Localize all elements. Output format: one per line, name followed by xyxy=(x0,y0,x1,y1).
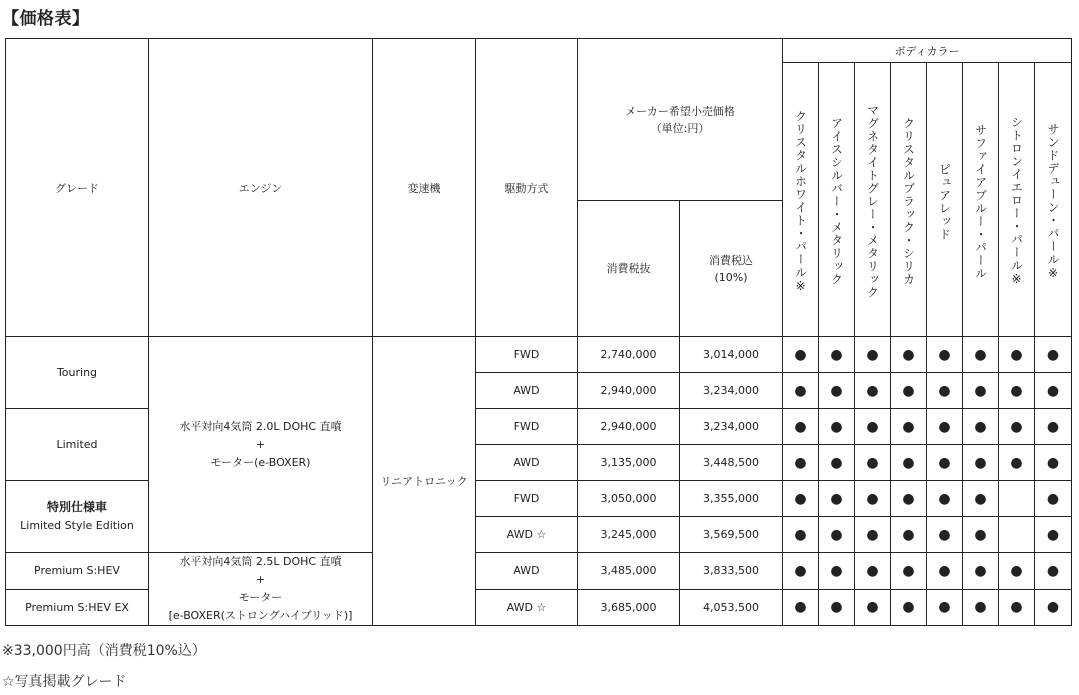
available-dot-icon: ● xyxy=(1046,346,1060,363)
available-dot-icon: ● xyxy=(830,382,843,399)
available-dot-icon: ● xyxy=(830,526,843,543)
color-availability-cell xyxy=(1035,445,1072,481)
available-dot-icon: ● xyxy=(866,599,879,616)
color-availability-cell xyxy=(999,337,1035,373)
color-header-label: マグネタイトグレー・メタリック xyxy=(865,104,880,299)
color-availability-cell xyxy=(1035,409,1072,445)
color-availability-cell xyxy=(1035,337,1072,373)
color-availability-cell xyxy=(999,445,1035,481)
table-row xyxy=(6,337,1072,373)
table-row xyxy=(6,553,1072,590)
available-dot-icon: ● xyxy=(866,454,879,471)
available-dot-icon: ● xyxy=(974,346,987,363)
price-incl-cell: 3,448,500 xyxy=(680,445,783,481)
color-availability-cell xyxy=(891,445,927,481)
available-dot-icon: ● xyxy=(866,490,879,507)
color-availability-cell xyxy=(783,589,819,626)
color-availability-cell xyxy=(999,373,1035,409)
color-availability-cell xyxy=(963,517,999,553)
header-price-incl: 消費税込 (10%) xyxy=(680,201,783,337)
color-header-6 xyxy=(999,63,1035,337)
price-excl-cell: 3,245,000 xyxy=(578,517,680,553)
color-availability-cell xyxy=(963,409,999,445)
available-dot-icon: ● xyxy=(902,418,915,435)
price-incl-cell: 3,234,000 xyxy=(680,409,783,445)
color-availability-cell xyxy=(927,445,963,481)
available-dot-icon: ● xyxy=(830,418,843,435)
price-table xyxy=(5,38,1072,626)
drive-cell: AWD ☆ xyxy=(476,589,578,626)
color-availability-cell xyxy=(999,481,1035,517)
color-availability-cell xyxy=(783,373,819,409)
header-body-color: ボディカラー xyxy=(783,39,1072,63)
available-dot-icon: ● xyxy=(974,382,987,399)
grade-special-title: 特別仕様車 xyxy=(46,500,107,514)
available-dot-icon: ● xyxy=(830,346,843,363)
color-availability-cell xyxy=(855,517,891,553)
transmission-cell: リニアトロニック xyxy=(373,337,476,626)
color-header-5 xyxy=(963,63,999,337)
price-excl-cell: 2,940,000 xyxy=(578,373,680,409)
color-availability-cell xyxy=(963,553,999,590)
color-availability-cell xyxy=(927,337,963,373)
drive-cell: AWD xyxy=(476,373,578,409)
header-grade: グレード xyxy=(6,39,149,337)
grade-premium: Premium S:HEV xyxy=(6,553,149,590)
available-dot-icon: ● xyxy=(938,526,951,543)
note-photo-grade: ☆写真掲載グレード xyxy=(2,674,127,690)
available-dot-icon: ● xyxy=(794,526,807,543)
available-dot-icon: ● xyxy=(902,599,915,616)
available-dot-icon: ● xyxy=(866,418,879,435)
price-excl-cell: 3,485,000 xyxy=(578,553,680,590)
color-availability-cell xyxy=(783,481,819,517)
color-availability-cell xyxy=(819,481,855,517)
price-excl-cell: 2,740,000 xyxy=(578,337,680,373)
color-availability-cell xyxy=(819,445,855,481)
color-availability-cell xyxy=(819,553,855,590)
color-availability-cell xyxy=(1035,373,1072,409)
color-availability-cell xyxy=(1035,517,1072,553)
available-dot-icon: ● xyxy=(902,562,915,579)
color-availability-cell xyxy=(891,589,927,626)
header-price: メーカー希望小売価格 （単位:円） xyxy=(578,39,783,201)
color-header-label: シトロンイエロー・パール※ xyxy=(1009,116,1024,287)
available-dot-icon: ● xyxy=(794,382,807,399)
page-title: 【価格表】 xyxy=(2,9,90,29)
color-availability-cell xyxy=(819,517,855,553)
available-dot-icon: ● xyxy=(1046,382,1060,399)
available-dot-icon: ● xyxy=(974,599,987,616)
price-incl-cell: 3,569,500 xyxy=(680,517,783,553)
color-availability-cell xyxy=(783,517,819,553)
color-header-1 xyxy=(819,63,855,337)
available-dot-icon: ● xyxy=(1046,418,1060,435)
color-header-label: クリスタルホワイト・パール※ xyxy=(793,109,808,294)
available-dot-icon: ● xyxy=(1046,599,1060,616)
drive-cell: AWD ☆ xyxy=(476,517,578,553)
color-availability-cell xyxy=(963,337,999,373)
drive-cell: AWD xyxy=(476,445,578,481)
color-availability-cell xyxy=(891,517,927,553)
color-header-label: ピュアレッド xyxy=(937,162,952,241)
available-dot-icon: ● xyxy=(974,454,987,471)
available-dot-icon: ● xyxy=(830,454,843,471)
color-availability-cell xyxy=(891,337,927,373)
color-availability-cell xyxy=(927,409,963,445)
available-dot-icon: ● xyxy=(902,490,915,507)
color-header-7 xyxy=(1035,63,1072,337)
available-dot-icon: ● xyxy=(1046,562,1060,579)
available-dot-icon: ● xyxy=(902,526,915,543)
available-dot-icon: ● xyxy=(794,490,807,507)
drive-cell: FWD xyxy=(476,337,578,373)
color-availability-cell xyxy=(963,589,999,626)
header-engine: エンジン xyxy=(149,39,373,337)
color-header-3 xyxy=(891,63,927,337)
available-dot-icon: ● xyxy=(1010,562,1023,579)
available-dot-icon: ● xyxy=(866,382,879,399)
price-incl-cell: 4,053,500 xyxy=(680,589,783,626)
color-availability-cell xyxy=(891,553,927,590)
grade-limited: Limited xyxy=(6,409,149,481)
grade-premium-ex: Premium S:HEV EX xyxy=(6,589,149,626)
color-availability-cell xyxy=(963,445,999,481)
drive-cell: FWD xyxy=(476,481,578,517)
price-excl-cell: 3,685,000 xyxy=(578,589,680,626)
header-drive: 駆動方式 xyxy=(476,39,578,337)
color-availability-cell xyxy=(783,337,819,373)
available-dot-icon: ● xyxy=(794,599,807,616)
drive-cell: AWD xyxy=(476,553,578,590)
color-availability-cell xyxy=(891,409,927,445)
color-header-0 xyxy=(783,63,819,337)
color-availability-cell xyxy=(927,589,963,626)
available-dot-icon: ● xyxy=(938,418,951,435)
available-dot-icon: ● xyxy=(1010,346,1023,363)
color-availability-cell xyxy=(927,481,963,517)
available-dot-icon: ● xyxy=(974,562,987,579)
color-availability-cell xyxy=(891,481,927,517)
available-dot-icon: ● xyxy=(866,562,879,579)
color-header-2 xyxy=(855,63,891,337)
color-availability-cell xyxy=(1035,481,1072,517)
color-availability-cell xyxy=(819,409,855,445)
price-incl-cell: 3,234,000 xyxy=(680,373,783,409)
price-incl-cell: 3,014,000 xyxy=(680,337,783,373)
available-dot-icon: ● xyxy=(1010,418,1023,435)
available-dot-icon: ● xyxy=(866,346,879,363)
available-dot-icon: ● xyxy=(938,454,951,471)
engine-2.0: 水平対向4気筒 2.0L DOHC 直噴 + モーター(e-BOXER) xyxy=(149,337,373,553)
available-dot-icon: ● xyxy=(902,346,915,363)
color-availability-cell xyxy=(999,409,1035,445)
grade-touring: Touring xyxy=(6,337,149,409)
color-availability-cell xyxy=(819,589,855,626)
available-dot-icon: ● xyxy=(794,418,807,435)
available-dot-icon: ● xyxy=(1010,454,1023,471)
available-dot-icon: ● xyxy=(1010,382,1023,399)
color-header-label: サファイアブルー・パール xyxy=(973,123,988,280)
available-dot-icon: ● xyxy=(974,526,987,543)
available-dot-icon: ● xyxy=(794,562,807,579)
available-dot-icon: ● xyxy=(1046,454,1060,471)
available-dot-icon: ● xyxy=(830,490,843,507)
color-availability-cell xyxy=(999,589,1035,626)
available-dot-icon: ● xyxy=(866,526,879,543)
available-dot-icon: ● xyxy=(1046,490,1060,507)
price-excl-cell: 2,940,000 xyxy=(578,409,680,445)
color-availability-cell xyxy=(891,373,927,409)
available-dot-icon: ● xyxy=(974,418,987,435)
color-availability-cell xyxy=(855,373,891,409)
available-dot-icon: ● xyxy=(1010,599,1023,616)
color-availability-cell xyxy=(855,481,891,517)
color-header-label: クリスタルブラック・シリカ xyxy=(901,117,916,286)
color-availability-cell xyxy=(819,337,855,373)
available-dot-icon: ● xyxy=(938,599,951,616)
color-availability-cell xyxy=(855,445,891,481)
available-dot-icon: ● xyxy=(974,490,987,507)
color-availability-cell xyxy=(819,373,855,409)
color-availability-cell xyxy=(783,409,819,445)
drive-cell: FWD xyxy=(476,409,578,445)
header-price-excl: 消費税抜 xyxy=(578,201,680,337)
color-availability-cell xyxy=(855,553,891,590)
available-dot-icon: ● xyxy=(938,382,951,399)
price-excl-cell: 3,050,000 xyxy=(578,481,680,517)
available-dot-icon: ● xyxy=(938,490,951,507)
color-availability-cell xyxy=(783,445,819,481)
color-header-4 xyxy=(927,63,963,337)
color-availability-cell xyxy=(963,373,999,409)
color-availability-cell xyxy=(927,373,963,409)
color-header-label: アイスシルバー・メタリック xyxy=(829,117,844,286)
color-availability-cell xyxy=(999,517,1035,553)
available-dot-icon: ● xyxy=(938,346,951,363)
available-dot-icon: ● xyxy=(902,454,915,471)
color-header-label: サンドデューン・パール※ xyxy=(1046,122,1060,281)
engine-2.5: 水平対向4気筒 2.5L DOHC 直噴 + モーター [e-BOXER(ストロングハイブリッド)] xyxy=(149,553,373,626)
color-availability-cell xyxy=(963,481,999,517)
color-availability-cell xyxy=(783,553,819,590)
color-availability-cell xyxy=(855,589,891,626)
available-dot-icon: ● xyxy=(938,562,951,579)
color-availability-cell xyxy=(855,409,891,445)
color-availability-cell xyxy=(927,517,963,553)
grade-special xyxy=(6,481,149,553)
price-incl-cell: 3,355,000 xyxy=(680,481,783,517)
color-availability-cell xyxy=(1035,553,1072,590)
header-transmission: 変速機 xyxy=(373,39,476,337)
price-excl-cell: 3,135,000 xyxy=(578,445,680,481)
available-dot-icon: ● xyxy=(1046,526,1060,543)
color-availability-cell xyxy=(855,337,891,373)
note-extra-cost: ※33,000円高（消費税10%込） xyxy=(2,643,206,659)
available-dot-icon: ● xyxy=(830,599,843,616)
available-dot-icon: ● xyxy=(902,382,915,399)
grade-special-subtitle: Limited Style Edition xyxy=(20,519,134,532)
color-availability-cell xyxy=(999,553,1035,590)
price-incl-cell: 3,833,500 xyxy=(680,553,783,590)
available-dot-icon: ● xyxy=(830,562,843,579)
available-dot-icon: ● xyxy=(794,454,807,471)
available-dot-icon: ● xyxy=(794,346,807,363)
color-availability-cell xyxy=(1035,589,1072,626)
color-availability-cell xyxy=(927,553,963,590)
